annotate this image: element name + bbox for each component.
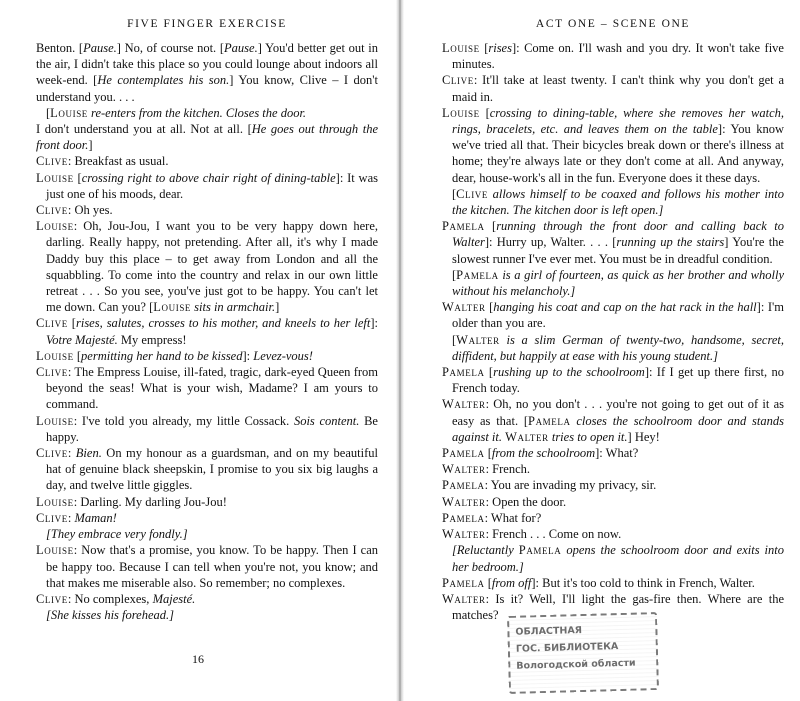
speaker-name: Pamela	[442, 365, 485, 380]
dialogue-line: Clive: Breakfast as usual.	[36, 154, 169, 169]
stage-direction: [Walter is a slim German of twenty-two, handsome, secret, diffident, but happily at ease with his young student.]	[452, 332, 784, 363]
running-head: ACT ONE – SCENE ONE	[535, 18, 691, 30]
stage-direction: [They embrace very fondly.]	[46, 527, 188, 542]
stage-direction: [Pamela is a girl of fourteen, as quick as her brother and wholly without his melancholy.]	[452, 267, 784, 299]
page-text	[442, 40, 784, 623]
dialogue-line: Clive: It'll take at least twenty. I can't think why you don't get a maid in.	[442, 73, 784, 104]
stamp-line: ОБЛАСТНАЯ	[515, 625, 583, 638]
stage-direction: [Reluctantly Pamela opens the schoolroom door and exits into her bedroom.]	[452, 543, 784, 574]
speaker-name: Clive	[36, 510, 68, 525]
dialogue-line: Louise [rises]: Come on. I'll wash and you dry. It won't take five minutes.	[442, 41, 784, 72]
speaker-name: Louise	[442, 41, 480, 55]
dialogue-line: Pamela [rushing up to the schoolroom]: If I get up there first, no French today.	[442, 365, 784, 396]
speaker-name: Louise	[36, 219, 74, 234]
dialogue-line: Louise: Darling. My darling Jou-Jou!	[36, 494, 227, 509]
speaker-name: Pamela	[442, 510, 485, 525]
speaker-name: Walter	[442, 591, 486, 606]
dialogue-line: Clive: The Empress Louise, ill-fated, tragic, dark-eyed Queen from beyond the seas! What is your wish, Madame? I am yours to command.	[36, 365, 378, 412]
dialogue-line: Walter: Oh, no you don't . . . you're not going to get out of it as easy as that. [Pamela closes the schoolroom door and stands against it. Walter tries to open it.] Hey!	[442, 397, 784, 444]
right-page	[404, 0, 800, 701]
dialogue-line: Clive: Oh yes.	[36, 203, 113, 218]
stamp-line: Вологодской области	[516, 657, 636, 672]
speaker-name: Walter	[442, 494, 486, 509]
page-text	[36, 40, 378, 623]
dialogue-line: Louise [crossing right to above chair right of dining-table]: It was just one of his moods, dear.	[36, 170, 378, 201]
dialogue-line: Clive: No complexes, Majesté.	[36, 591, 196, 606]
speaker-name: Pamela	[442, 219, 485, 234]
dialogue-line: Louise: Now that's a promise, you know. To be happy. Then I can be happy too. Because I can tell when you're not, you know; and that makes me miserable also. So remember; no complexes.	[36, 543, 378, 590]
dialogue-line: Benton. [Pause.] No, of course not. [Pause.] You'd better get out in the air, I didn't take this place so you could lounge about indoors all week-end. [He contemplates his son.] You know, Clive – I don't understand you. . . .	[36, 41, 378, 104]
dialogue-line: Pamela [running through the front door and calling back to Walter]: Hurry up, Walter. . . . [running up the stairs] You're the slowest runner I've ever met. You must be in dreadful condition.	[442, 219, 784, 266]
page-number: 16	[192, 652, 204, 666]
dialogue-line: Walter [hanging his coat and cap on the hat rack in the hall]: I'm older than you are.	[442, 300, 784, 331]
stamp-line: ГОС. БИБЛИОТЕКА	[515, 641, 619, 655]
speaker-name: Clive	[36, 154, 68, 169]
speaker-name: Louise	[36, 543, 74, 558]
left-page	[0, 0, 396, 701]
speaker-name: Walter	[442, 527, 486, 542]
speaker-name: Louise	[36, 348, 74, 363]
speaker-name: Walter	[442, 397, 486, 412]
stage-direction: [Clive allows himself to be coaxed and follows his mother into the kitchen. The kitchen door is left open.]	[452, 186, 784, 218]
speaker-name: Clive	[36, 203, 68, 218]
dialogue-line: Pamela: You are invading my privacy, sir.	[442, 478, 657, 493]
speaker-name: Clive	[442, 73, 474, 88]
speaker-name: Pamela	[442, 478, 485, 493]
speaker-name: Clive	[36, 446, 68, 461]
dialogue-line: Pamela: What for?	[442, 510, 542, 525]
dialogue-line: Louise [crossing to dining-table, where she removes her watch, rings, bracelets, etc. and leaves them on the table]: You know we've tried all that. Their bicycles break down or there's illness at home; they're always late or they don't come at all. And anyway, dear, house-work's all in the fun. Everyone does it these days.	[442, 105, 784, 185]
dialogue-line: Clive: Bien. On my honour as a guardsman, and on my beautiful hat of genuine black sheepskin, I promise to you six big laughs a day, and twelve little giggles.	[36, 446, 378, 493]
dialogue-line: Louise [permitting her hand to be kissed]: Levez-vous!	[36, 348, 313, 363]
dialogue-line: Walter: Open the door.	[442, 494, 567, 509]
speaker-name: Clive	[36, 591, 68, 606]
stage-direction: [She kisses his forehead.]	[46, 608, 174, 623]
speaker-name: Clive	[36, 365, 68, 380]
dialogue-line: Clive [rises, salutes, crosses to his mother, and kneels to her left]: Votre Majesté. My empress!	[36, 316, 378, 347]
speaker-name: Clive	[36, 316, 68, 331]
dialogue-line: Pamela [from the schoolroom]: What?	[442, 446, 639, 461]
dialogue-line: I don't understand you at all. Not at all. [He goes out through the front door.]	[36, 122, 378, 153]
running-head: FIVE FINGER EXERCISE	[127, 18, 287, 30]
speaker-name: Pamela	[442, 446, 485, 461]
speaker-name: Walter	[442, 300, 486, 315]
dialogue-line: Clive: Maman!	[36, 510, 117, 525]
speaker-name: Pamela	[442, 575, 485, 590]
stage-direction: [Louise re-enters from the kitchen. Closes the door.	[46, 105, 307, 120]
book-gutter	[396, 0, 404, 701]
dialogue-line: Louise: Oh, Jou-Jou, I want you to be very happy down here, darling. Really happy, not pretending. After all, it's why I made Daddy buy this place – to get away from London and all the squabbling. To come into the country and relax in our own little retreat . . . So you see, you've just got to be happy. You can't let me down. Can you? [Louise sits in armchair.]	[36, 219, 378, 315]
speaker-name: Louise	[36, 494, 74, 509]
dialogue-line: Walter: Is it? Well, I'll light the gas-fire then. Where are the matches?	[442, 591, 784, 623]
dialogue-line: Walter: French.	[442, 462, 531, 477]
speaker-name: Louise	[36, 170, 74, 185]
speaker-name: Louise	[442, 105, 480, 120]
dialogue-line: Walter: French . . . Come on now.	[442, 527, 622, 542]
library-stamp	[507, 612, 659, 694]
dialogue-line: Pamela [from off]: But it's too cold to think in French, Walter.	[442, 575, 755, 590]
speaker-name: Louise	[36, 413, 74, 428]
speaker-name: Walter	[442, 462, 486, 477]
dialogue-line: Louise: I've told you already, my little Cossack. Sois content. Be happy.	[36, 413, 378, 444]
